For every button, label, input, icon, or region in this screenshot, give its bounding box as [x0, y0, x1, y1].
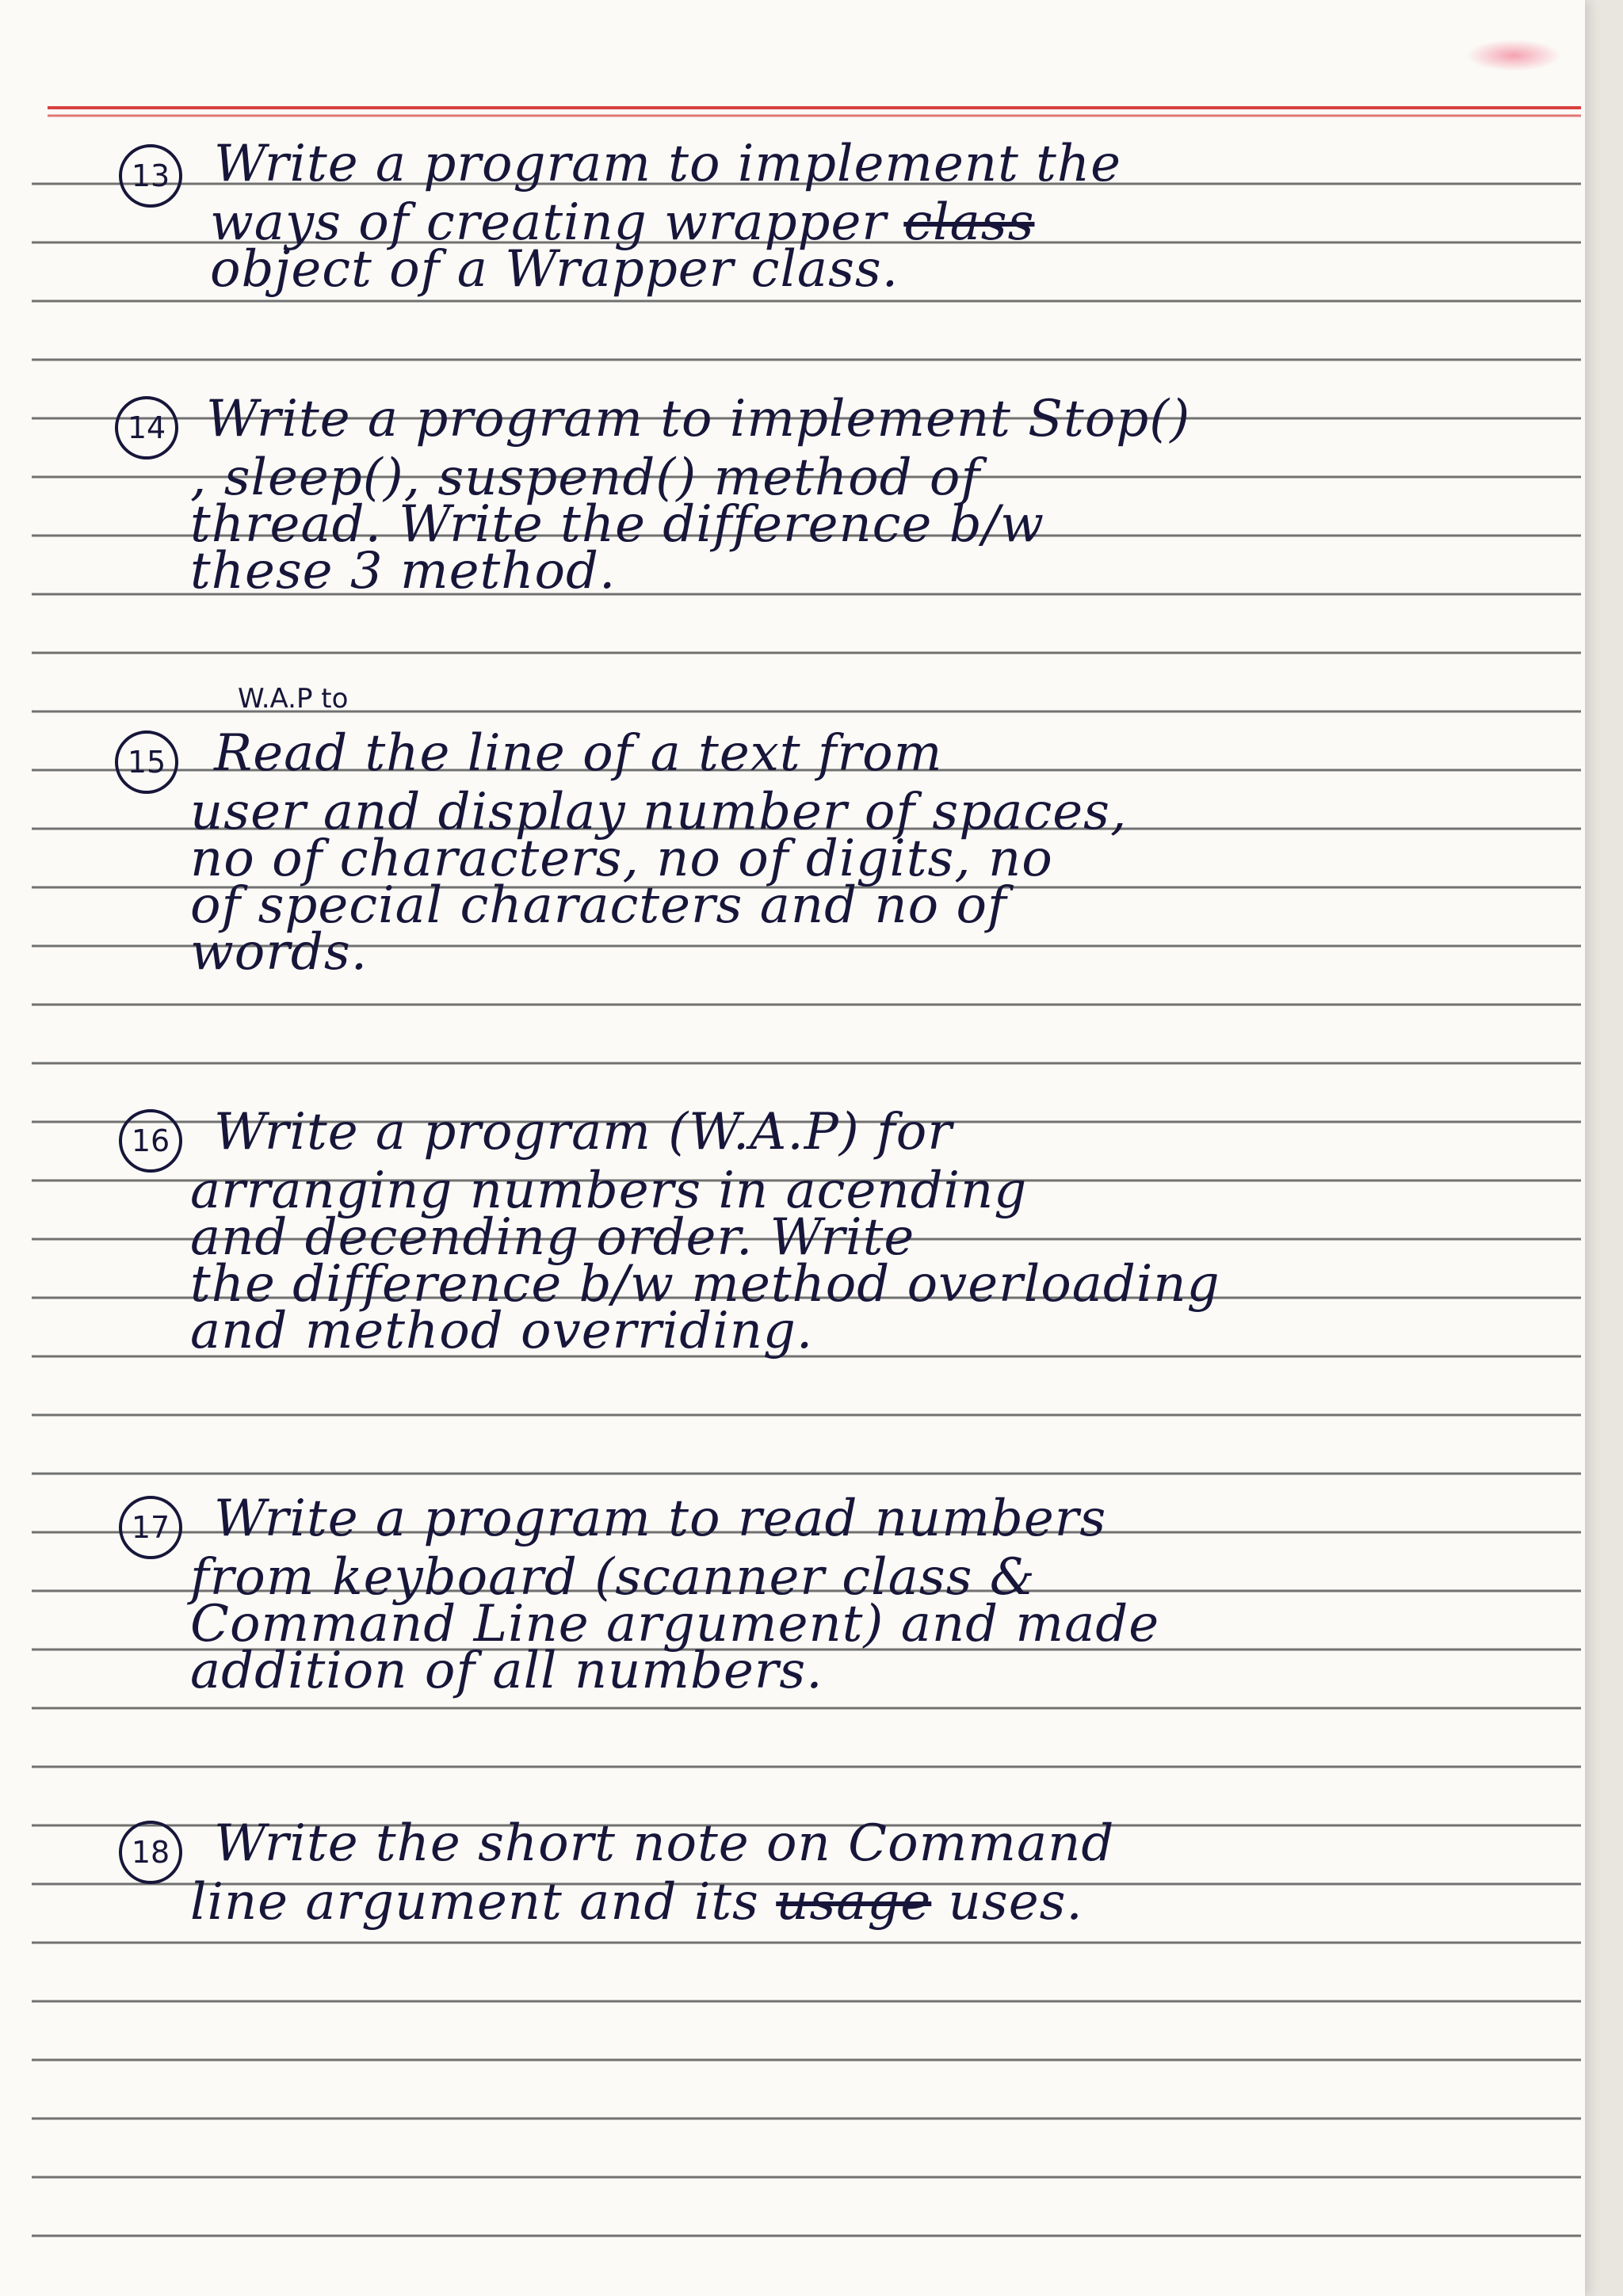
question-15: [214, 724, 943, 783]
question-18-cont: [190, 1873, 1083, 1932]
question-number-17: 17: [119, 1496, 182, 1559]
question-17-line-2: from keyboard (scanner class &: [190, 1548, 1036, 1607]
question-13-line-3: object of a Wrapper class.: [210, 240, 899, 299]
question-15-line-3: no of characters, no of digits, no: [190, 830, 1053, 888]
question-14-line-3: thread. Write the difference b/w: [190, 495, 1045, 554]
question-16-line-2: arranging numbers in acending: [190, 1161, 1028, 1220]
question-15-annotation: W.A.P to: [238, 683, 349, 715]
question-15-line-4: of special characters and no of: [190, 876, 1007, 935]
highlighter-smudge: [1466, 40, 1561, 71]
question-18: [214, 1814, 1115, 1873]
question-number-18: 18: [119, 1821, 182, 1884]
crossed-out-word: class: [903, 193, 1035, 252]
question-14-line-4: these 3 method.: [190, 542, 617, 601]
question-13-line-1: Write a program to implement the: [214, 135, 1121, 193]
question-18-line-2: line argument and its usage uses.: [190, 1873, 1083, 1932]
question-17: [214, 1489, 1107, 1548]
question-number-13: 13: [119, 144, 182, 208]
question-14-line-1: Write a program to implement Stop(): [206, 390, 1191, 448]
question-15-cont: [190, 783, 1128, 982]
question-15-line-5: words.: [190, 923, 369, 982]
question-number-14: 14: [115, 396, 178, 460]
question-13-line-2: ways of creating wrapper class: [210, 193, 1035, 252]
question-13: [214, 135, 1121, 193]
question-14-cont: [190, 448, 1045, 601]
question-17-line-4: addition of all numbers.: [190, 1642, 823, 1700]
question-14: [206, 390, 1191, 448]
question-16: [214, 1103, 953, 1161]
question-number-16: 16: [119, 1109, 182, 1173]
question-16-line-3: and decending order. Write: [190, 1208, 915, 1267]
question-14-line-2: , sleep(), suspend() method of: [190, 448, 981, 507]
question-16-line-1: Write a program (W.A.P) for: [214, 1103, 953, 1161]
question-16-line-5: and method overriding.: [190, 1302, 814, 1360]
question-15-line-2: user and display number of spaces,: [190, 783, 1128, 841]
question-number-15: 15: [115, 730, 178, 794]
crossed-out-word: usage: [776, 1873, 932, 1932]
question-17-line-1: Write a program to read numbers: [214, 1489, 1107, 1548]
question-13-cont: [210, 193, 1035, 299]
question-17-line-3: Command Line argument) and made: [190, 1595, 1160, 1653]
question-16-line-4: the difference b/w method overloading: [190, 1255, 1220, 1314]
question-16-cont: [190, 1161, 1220, 1360]
question-18-line-1: Write the short note on Command: [214, 1814, 1115, 1873]
question-15-line-1: Read the line of a text from: [214, 724, 943, 783]
question-17-cont: [190, 1548, 1160, 1700]
